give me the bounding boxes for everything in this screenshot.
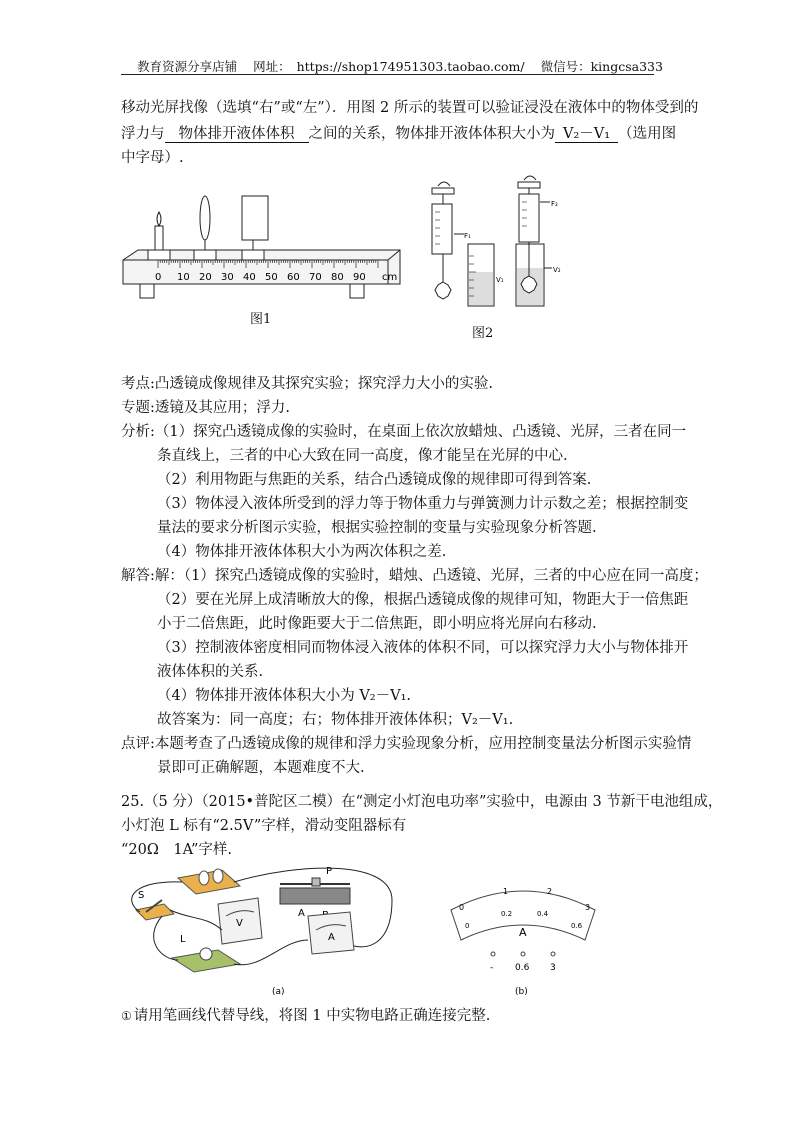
figure-2-buoyancy-setup <box>418 172 588 322</box>
fenxi-1a: 分析:（1）探究凸透镜成像的实验时，在桌面上依次放蜡烛、凸透镜、光屏，三者在同一 <box>121 424 687 440</box>
fenxi-3b: 量法的要求分析图示实验，根据实验控制的变量与实验现象分析答题. <box>157 520 597 536</box>
terminal-0-6: 0.6 <box>515 963 530 973</box>
dial-caption-b: (b) <box>515 987 528 997</box>
ruler-tick-label: 70 <box>309 272 322 283</box>
jieda-4: （4）物体排开液体体积大小为 V₂－V₁. <box>157 688 412 704</box>
zhuanti-line: 专题:透镜及其应用；浮力. <box>121 400 290 416</box>
label-ammeter-a: A <box>328 932 335 943</box>
intro-line-1: 移动光屏找像（选填“右”或“左”）．用图 2 所示的装置可以验证浸没在液体中的物体受到的 <box>121 100 699 116</box>
jieda-3a: （3）控制液体密度相同而物体浸入液体的体积不同，可以探究浮力大小与物体排开 <box>157 640 689 656</box>
jieda-2b: 小于二倍焦距，此时像距要大于二倍焦距，即小明应将光屏向右移动. <box>157 616 597 632</box>
label-voltmeter-v: V <box>236 918 243 929</box>
header-wechat: 微信号：kingcsa333 <box>540 59 663 74</box>
terminal-3: 3 <box>550 963 556 973</box>
label-f2: F₂ <box>551 200 558 208</box>
answer-blank-1: 物体排开液体体积 <box>165 126 309 143</box>
subq-1-mark: ① <box>121 1009 132 1023</box>
label-v1: V₁ <box>496 276 504 284</box>
ruler-tick-label: 50 <box>265 272 278 283</box>
dial-top-0: 0 <box>459 903 465 912</box>
subq-1 <box>121 1004 490 1025</box>
dial-top-2: 2 <box>547 887 553 896</box>
label-rheostat-p: P <box>326 866 333 877</box>
page-header <box>0 57 800 75</box>
dial-unit-a: A <box>519 926 527 939</box>
label-f1: F₁ <box>464 232 471 240</box>
intro-line-3: 中字母）. <box>121 150 184 166</box>
ruler-tick-label: 40 <box>243 272 256 283</box>
q25-line-1: 25.（5 分）（2015•普陀区二模）在“测定小灯泡电功率”实验中，电源由 3 节新干电池组成， <box>121 794 723 810</box>
dial-bottom-1: 0.2 <box>501 910 513 918</box>
fenxi-1b: 条直线上，三者的中心大致在同一高度，像才能呈在光屏的中心. <box>157 448 568 464</box>
jieda-3b: 液体体积的关系. <box>157 664 264 680</box>
dial-bottom-0: 0 <box>465 922 470 930</box>
ruler-tick-label: 20 <box>199 272 212 283</box>
circuit-caption-a: (a) <box>272 987 285 997</box>
ruler-tick-label: 0 <box>155 272 162 283</box>
fenxi-3a: （3）物体浸入液体所受到的浮力等于物体重力与弹簧测力计示数之差；根据控制变 <box>157 496 689 512</box>
circuit-figure-a <box>122 860 422 1000</box>
q25-line-3: “20Ω 1A”字样. <box>121 842 232 858</box>
fenxi-4: （4）物体排开液体体积大小为两次体积之差. <box>157 544 447 560</box>
dianping-b: 景即可正确解题，本题难度不大. <box>157 760 365 776</box>
dial-top-3: 3 <box>585 903 591 912</box>
intro-line2-post: （选用图 <box>618 126 677 142</box>
dianping-a: 点评:本题考查了凸透镜成像的规律和浮力实验现象分析，应用控制变量法分析图示实验情 <box>121 736 692 752</box>
ruler-unit: cm <box>382 272 398 283</box>
figure-2-caption: 图2 <box>472 326 494 341</box>
jieda-1: 解答:解：（1）探究凸透镜成像的实验时，蜡烛、凸透镜、光屏，三者的中心应在同一高度； <box>121 568 708 584</box>
fenxi-2: （2）利用物距与焦距的关系，结合凸透镜成像的规律即可得到答案. <box>157 472 592 488</box>
figure-1-caption: 图1 <box>250 312 272 327</box>
header-shop: 教育资源分享店铺 <box>137 59 238 74</box>
kaodian-line: 考点:凸透镜成像规律及其探究实验；探究浮力大小的实验. <box>121 376 493 392</box>
ruler-tick-label: 80 <box>331 272 344 283</box>
header-rule <box>121 74 654 75</box>
label-switch-s: S <box>138 890 145 901</box>
jieda-2a: （2）要在光屏上成清晰放大的像，根据凸透镜成像的规律可知，物距大于一倍焦距 <box>157 592 689 608</box>
ruler-tick-label: 90 <box>353 272 366 283</box>
q25-line-2: 小灯泡 L 标有“2.5V”字样，滑动变阻器标有 <box>121 818 407 834</box>
ruler-tick-label: 30 <box>221 272 234 283</box>
intro-line-2 <box>121 122 676 143</box>
label-v2: V₂ <box>553 266 561 274</box>
answer-blank-2: V₂－V₁ <box>555 126 618 143</box>
dial-top-1: 1 <box>503 887 509 896</box>
subq-1-text: 请用笔画线代替导线，将图 1 中实物电路正确连接完整. <box>133 1008 491 1024</box>
dial-bottom-2: 0.4 <box>537 910 549 918</box>
terminal-negative: - <box>490 963 494 973</box>
intro-line2-pre: 浮力与 <box>121 126 165 142</box>
ruler-tick-label: 10 <box>177 272 190 283</box>
dial-bottom-3: 0.6 <box>571 922 583 930</box>
answer-summary: 故答案为：同一高度；右；物体排开液体体积；V₂－V₁. <box>157 712 514 728</box>
label-rheostat-a: A <box>298 908 305 919</box>
header-url-label: 网址： <box>253 59 291 74</box>
ruler-tick-label: 60 <box>287 272 300 283</box>
label-lamp-l: L <box>180 934 186 945</box>
intro-line2-mid: 之间的关系，物体排开液体体积大小为 <box>308 126 555 142</box>
ammeter-dial-figure-b <box>445 880 605 1000</box>
header-url[interactable]: https://shop174951303.taobao.com/ <box>296 59 525 74</box>
